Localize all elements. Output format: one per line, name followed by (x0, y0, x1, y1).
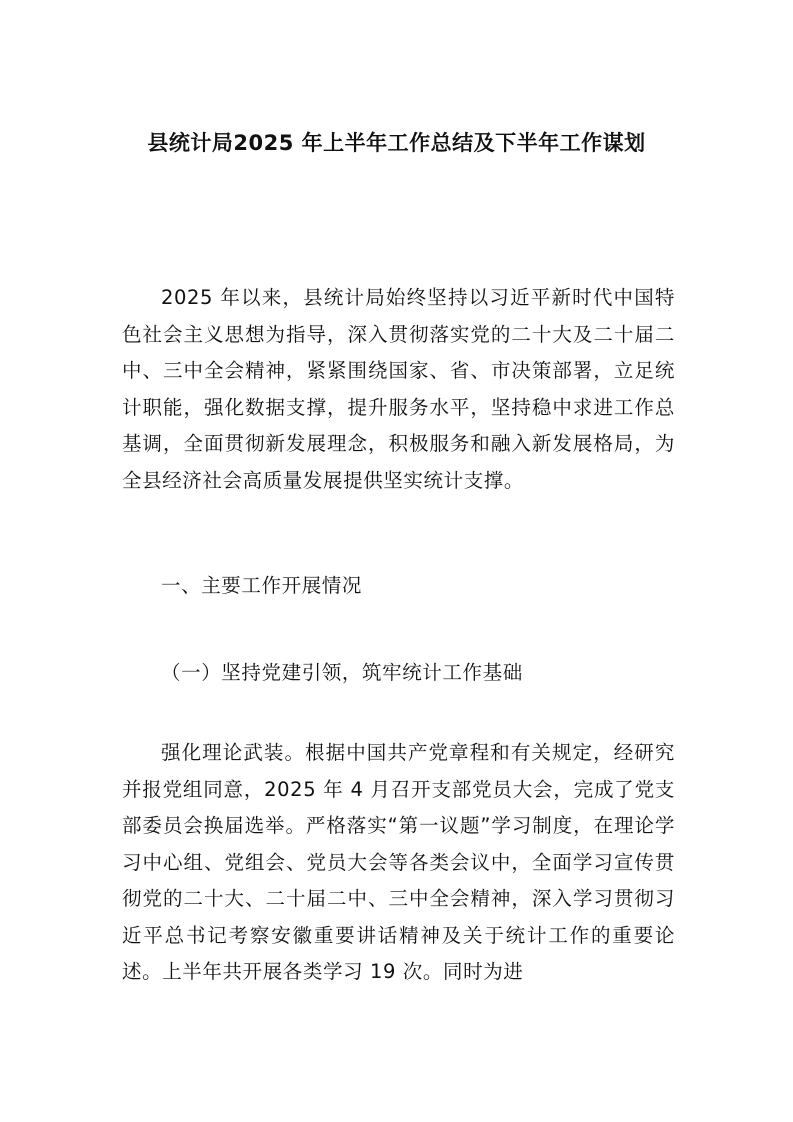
document-title: 县统计局2025 年上半年工作总结及下半年工作谋划 (147, 131, 646, 155)
intro-paragraph: 2025 年以来，县统计局始终坚持以习近平新时代中国特色社会主义思想为指导，深入贯彻落实党的二十大及二十届二中、三中全会精神，紧紧围绕国家、省、市决策部署，立足统计职能，强化数据支撑，提升服务水平，坚持稳中求进工作总基调，全面贯彻新发展理念，积极服务和融入新发展格局，为全县经济社会高质量发展提供坚实统计支撑。 (122, 286, 675, 492)
body-paragraph: 强化理论武装。根据中国共产党章程和有关规定，经研究并报党组同意，2025 年 4 月召开支部党员大会，完成了党支部委员会换届选举。严格落实“第一议题”学习制度，在理论学习中心组、党组会、党员大会等各类会议中，全面学习宣传贯彻党的二十大、二十届二中、三中全会精神，深入学习贯彻习近平总书记考察安徽重要讲话精神及关于统计工作的重要论述。上半年共开展各类学习 19 次。同时为进 (122, 741, 675, 983)
section-heading: 一、主要工作开展情况 (161, 574, 363, 597)
subsection-heading: （一）坚持党建引领，筑牢统计工作基础 (161, 661, 523, 684)
